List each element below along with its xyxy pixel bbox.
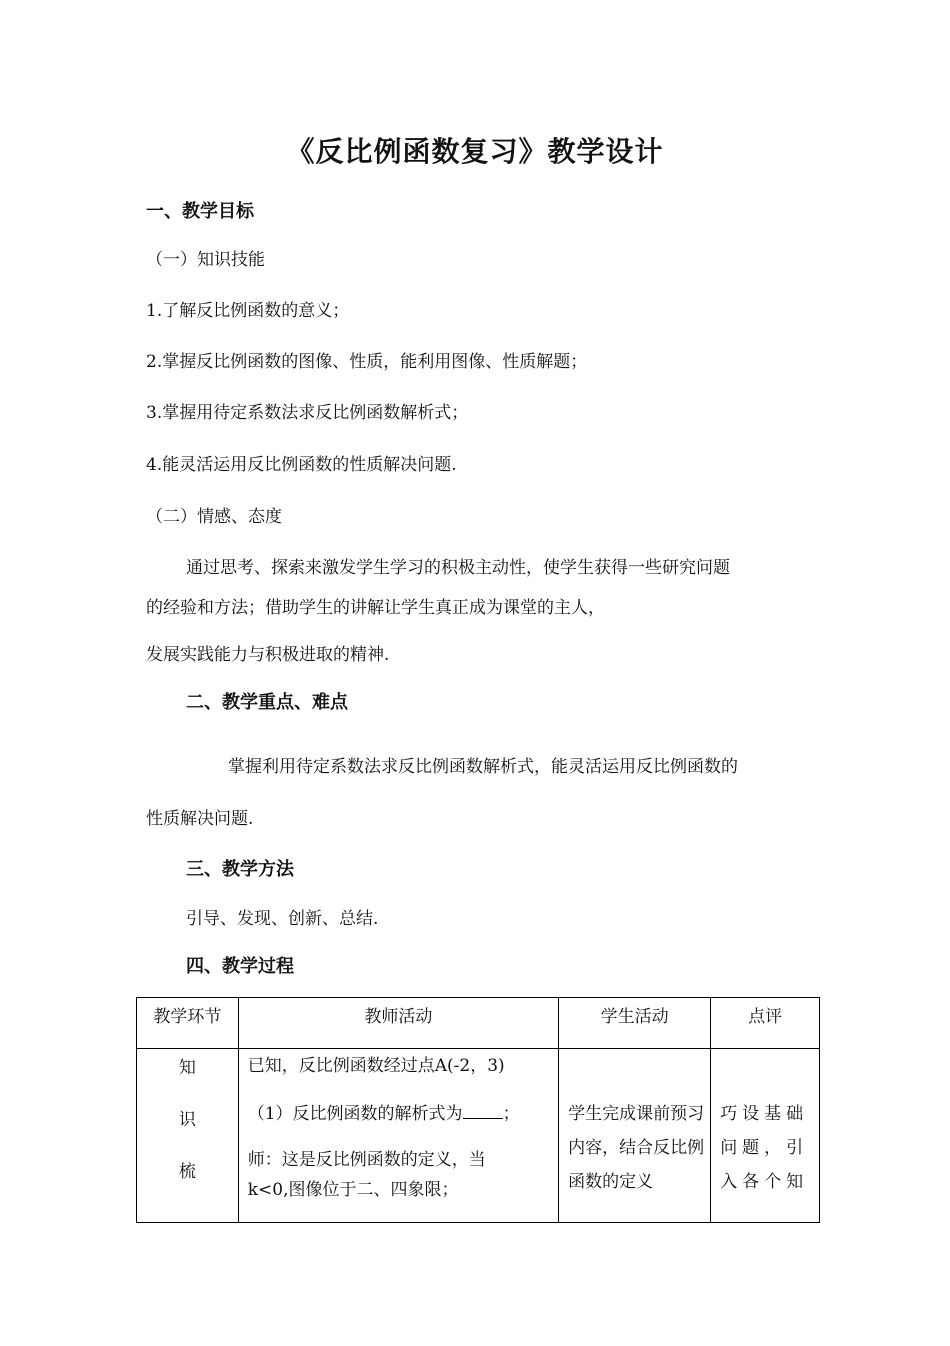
teacher-line-4: k<0,图像位于二、四象限； [247,1180,459,1200]
answer-blank [463,1102,503,1119]
teaching-methods-text: 引导、发现、创新、总结. [186,909,379,929]
header-comment-label: 点评 [748,1007,783,1027]
teacher-line-1: 已知，反比例函数经过点A(-2，3) [247,1056,505,1076]
header-student-activity-label: 学生活动 [600,1007,669,1027]
stage-char: 梳 [178,1162,196,1182]
keypoints-paragraph-line-2: 性质解决问题. [146,809,254,829]
student-activity-text: 学生完成课前预习内容，结合反比例函数的定义 [568,1104,705,1192]
teaching-process-table [136,997,820,1223]
attitude-paragraph-line-3: 发展实践能力与积极进取的精神. [146,645,390,665]
objective-item-3: 3.掌握用待定系数法求反比例函数解析式； [146,403,469,423]
table-header-row [137,998,820,1049]
header-comment [711,998,820,1049]
objective-item-1: 1.了解反比例函数的意义； [146,301,350,321]
section-1-heading: 一、教学目标 [146,201,254,222]
section-1-subheading-knowledge: （一）知识技能 [146,250,265,270]
stage-char: 识 [178,1110,196,1130]
table-row [137,1049,820,1223]
header-teacher-activity-label: 教师活动 [364,1007,433,1027]
section-4-heading: 四、教学过程 [186,956,294,977]
teacher-line-2-end: ； [502,1104,520,1124]
attitude-paragraph-line-2: 的经验和方法；借助学生的讲解让学生真正成为课堂的主人， [146,598,605,618]
stage-char: 知 [178,1058,196,1078]
header-teacher-activity [238,998,558,1049]
section-3-heading: 三、教学方法 [186,859,294,880]
teacher-line-2 [239,1099,558,1137]
comment-text: 巧设基础问题，引入各个知 [720,1104,809,1192]
objective-item-2: 2.掌握反比例函数的图像、性质，能利用图像、性质解题； [146,352,588,372]
teacher-line-3: 师：这是反比例函数的定义，当 [247,1150,486,1170]
comment-cell [711,1049,820,1223]
teacher-activity-cell [238,1049,558,1223]
header-student-activity [559,998,711,1049]
header-stage-label: 教学环节 [153,1007,222,1027]
student-activity-cell [559,1049,711,1223]
section-1-subheading-attitude: （二）情感、态度 [146,507,282,527]
header-stage [137,998,239,1049]
section-2-heading: 二、教学重点、难点 [186,692,348,713]
document-title: 《反比例函数复习》教学设计 [286,135,664,168]
keypoints-paragraph-line-1: 掌握利用待定系数法求反比例函数解析式，能灵活运用反比例函数的 [228,757,738,777]
teacher-line-2-text: （1）反比例函数的解析式为 [247,1104,463,1124]
stage-cell [137,1049,239,1223]
attitude-paragraph-line-1: 通过思考、探索来激发学生学习的积极主动性，使学生获得一些研究问题 [186,558,730,578]
objective-item-4: 4.能灵活运用反比例函数的性质解决问题. [146,455,457,475]
